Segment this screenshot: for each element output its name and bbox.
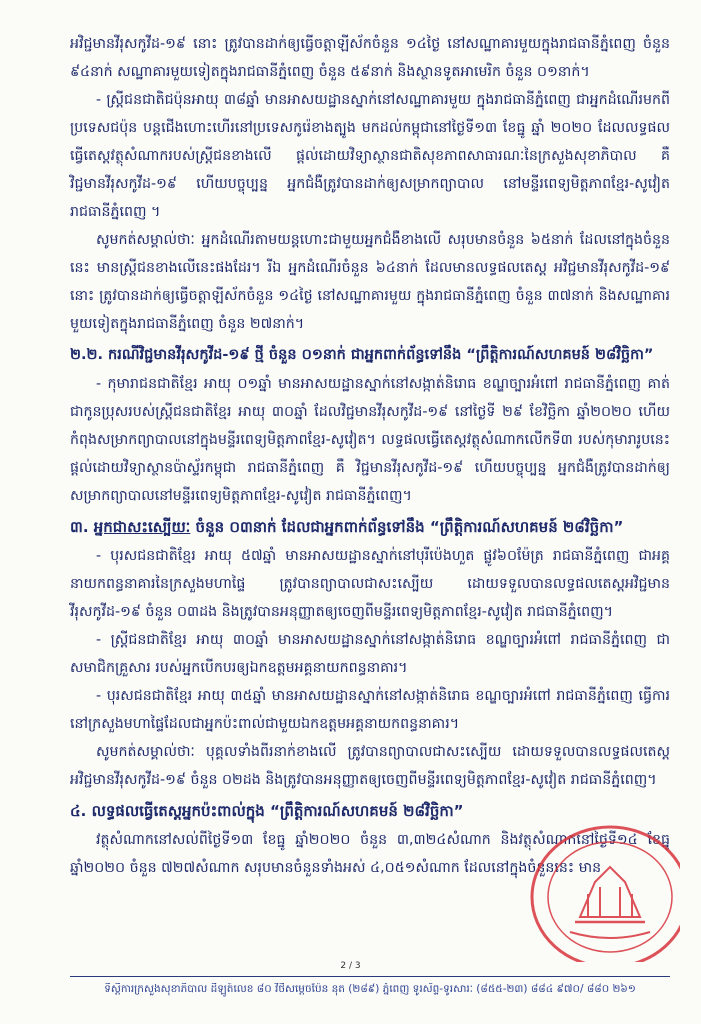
paragraph-recovered-note: សូមកត់សម្គាល់ថាៈ បុគ្គលទាំងពីរនាក់ខាងលើ ត្រូវបានព្យាបាលជាសះស្បើយ ដោយទទួលបានលទ្ធផលតេស្តអវិជ្ជមានវីរុសកូវីដ-១៩ ចំនួន ០២ដង និងត្រូវបានអនុញ្ញាតឲ្យចេញពីមន្ទីរពេទ្យមិត្តភាពខ្មែរ-សូវៀត រាជធានីភ្នំពេញ។ [70,744,670,788]
paragraph-test-samples: វត្ថុសំណាកនៅសល់ពីថ្ងៃទី១៣ ខែធ្នូ ឆ្នាំ២០២០ ចំនួន ៣,៣២៤សំណាក និងវត្ថុសំណាកនៅថ្ងៃទី១៤ ខែធ្នូ ឆ្នាំ២០២០ ចំនួន ៧២៧សំណាក សរុបមានចំនួនទាំងអស់ ៤,០៥១សំណាក ដែលនៅក្នុងចំនួននេះ មាន [70,832,670,876]
section-heading-2-2 [70,340,670,370]
paragraph-flight-passengers-note: សូមកត់សម្គាល់ថាៈ អ្នកដំណើរតាមយន្តហោះជាមួយអ្នកជំងឺខាងលើ សរុបមានចំនួន ៦៥នាក់ ដែលនៅក្នុងចំនួននេះ មានស្ត្រីជនខាងលើនេះផងដែរ។ រីឯ អ្នកដំណើរចំនួន ៦៤នាក់ ដែលមានលទ្ធផលតេស្ត អវិជ្ជមានវីរុសកូវីដ-១៩ នោះ ត្រូវបានដាក់ឲ្យធ្វើចត្តាឡីស័កចំនួន ១៤ថ្ងៃ នៅសណ្ឋាគារមួយ ក្នុងរាជធានីភ្នំពេញ ចំនួន ៣៧នាក់ និងសណ្ឋាគារមួយទៀតក្នុងរាជធានីភ្នំពេញ ចំនួន ២៧នាក់។ [70,232,670,332]
paragraph-child-case: - កុមារាជនជាតិខ្មែរ អាយុ ០១ឆ្នាំ មានអាសយដ្ឋានស្នាក់នៅសង្កាត់និរោធ ខណ្ឌច្បារអំពៅ រាជធានីភ្នំពេញ គាត់ជាកូនប្រុសរបស់ស្ត្រីជនជាតិខ្មែរ អាយុ ៣០ឆ្នាំ ដែលវិជ្ជមានវីរុសកូវីដ-១៩ នៅថ្ងៃទី ២៩ ខែវិច្ឆិកា ឆ្នាំ២០២០ ហើយកំពុងសម្រាកព្យាបាលនៅក្នុងមន្ទីរពេទ្យមិត្តភាពខ្មែរ-សូវៀត។ លទ្ធផលធ្វើតេស្តវត្ថុសំណាកលើកទី៣ របស់កុមារារូបនេះ ផ្តល់ដោយវិទ្យាស្ថានប៉ាស្ទ័រកម្ពុជា រាជធានីភ្នំពេញ គឺ វិជ្ជមានវីរុសកូវីដ-១៩ ហើយបច្ចុប្បន្ន អ្នកជំងឺត្រូវបានដាក់ឲ្យសម្រាកព្យាបាលនៅមន្ទីរពេទ្យមិត្តភាពខ្មែរ-សូវៀត រាជធានីភ្នំពេញ។ [70,376,670,504]
section-number: ៤. [70,802,87,820]
section-heading-3 [70,512,670,542]
section-heading-text: ករណីវិជ្ជមានវីរុសកូវីដ-១៩ ថ្មី ចំនួន ០១នាក់ ជាអ្នកពាក់ព័ន្ធទៅនឹង [108,347,462,363]
paragraph-recovered-3: - បុរសជនជាតិខ្មែរ អាយុ ៣៥ឆ្នាំ មានអាសយដ្ឋានស្នាក់នៅសង្កាត់និរោធ ខណ្ឌច្បារអំពៅ រាជធានីភ្នំពេញ ធ្វើការនៅក្រសួងមហាផ្ទៃដែលជាអ្នកប៉ះពាល់ជាមួយឯកឧត្តមអគ្គនាយកពន្ធនាគារ។ [70,688,670,732]
document-body [70,30,670,882]
event-name: “ព្រឹត្តិការណ៍សហគមន៍ ២៨វិច្ឆិកា” [466,347,654,363]
page-number: 2 / 3 [340,961,361,971]
section-title-recovered: អ្នកជាសះស្បើយ [93,518,191,536]
footer-divider [70,976,670,977]
paragraph-quarantine-summary: អវិជ្ជមានវីរុសកូវីដ-១៩ នោះ ត្រូវបានដាក់ឲ្យធ្វើចត្តាឡីស័កចំនួន ១៤ថ្ងៃ នៅសណ្ឋាគារមួយក្នុងរាជធានីភ្នំពេញ ចំនួន ៩៤នាក់ សណ្ឋាគារមួយទៀតក្នុងរាជធានីភ្នំពេញ ចំនួន ៥៩នាក់ និងស្ថានទូតអាមេរិក ចំនួន ០១នាក់។ [70,36,670,80]
section-number: ៣. [70,518,89,536]
section-heading-text: ៈ ចំនួន ០៣នាក់ ដែលជាអ្នកពាក់ព័ន្ធទៅនឹង [190,518,425,536]
paragraph-recovered-1: - បុរសជនជាតិខ្មែរ អាយុ ៥៧ឆ្នាំ មានអាសយដ្ឋានស្នាក់នៅបុរីប៉េងហួត ផ្លូវ៦០ម៉ែត្រ រាជធានីភ្នំពេញ ជាអគ្គនាយកពន្ធនាគារនៃក្រសួងមហាផ្ទៃ ត្រូវបានព្យាបាលជាសះស្បើយ ដោយទទួលបានលទ្ធផលតេស្តអវិជ្ជមានវីរុសកូវីដ-១៩ ចំនួន ០៣ដង និងត្រូវបានអនុញ្ញាតឲ្យចេញពីមន្ទីរពេទ្យមិត្តភាពខ្មែរ-សូវៀត រាជធានីភ្នំពេញ។ [70,548,670,620]
footer-address: ទីស្តីការក្រសួងសុខាភិបាល ដីឡូត៍លេខ ៨០ វិថីសម្តេចប៉ែន នុត (២៨៩) ភ្នំពេញ ទូរស័ព្ទ-ទូរសារៈ (៨៥៥-២៣) ៨៨៤ ៩៧០/ ៨៨០ ២៦១ [104,983,636,995]
section-number: ២.២. [70,347,103,363]
official-seal-icon [500,812,680,962]
paragraph-japanese-woman-case: - ស្ត្រីជនជាតិជប៉ុនអាយុ ៣៨ឆ្នាំ មានអាសយដ្ឋានស្នាក់នៅសណ្ឋាគារមួយ ក្នុងរាជធានីភ្នំពេញ ជាអ្នកដំណើរមកពីប្រទេសជប៉ុន បន្តជើងហោះហើរនៅប្រទេសកូរ៉េខាងត្បូង មកដល់កម្ពុជានៅថ្ងៃទី១៣ ខែធ្នូ ឆ្នាំ ២០២០ ដែលលទ្ធផលធ្វើតេស្តវត្ថុសំណាករបស់ស្ត្រីជនខាងលើ ផ្តល់ដោយវិទ្យាស្ថានជាតិសុខភាពសាធារណៈនៃក្រសួងសុខាភិបាល គឺ វិជ្ជមានវីរុសកូវីដ-១៩ ហើយបច្ចុប្បន្ន អ្នកជំងឺត្រូវបានដាក់ឲ្យសម្រាកព្យាបាល នៅមន្ទីរពេទ្យមិត្តភាពខ្មែរ-សូវៀត រាជធានីភ្នំពេញ ។ [70,92,670,220]
section-heading-text: លទ្ធផលធ្វើតេស្តអ្នកប៉ះពាល់ក្នុង [91,802,265,820]
event-name: “ព្រឹត្តិការណ៍សហគមន៍ ២៨វិច្ឆិកា” [270,802,464,820]
paragraph-recovered-2: - ស្ត្រីជនជាតិខ្មែរ អាយុ ៣០ឆ្នាំ មានអាសយដ្ឋានស្នាក់នៅសង្កាត់និរោធ ខណ្ឌច្បារអំពៅ រាជធានីភ្នំពេញ ជាសមាជិកគ្រួសារ របស់អ្នកបើកបរឲ្យឯកឧត្តមអគ្គនាយកពន្ធនាគារ។ [70,632,670,676]
event-name: “ព្រឹត្តិការណ៍សហគមន៍ ២៨វិច្ឆិកា” [429,518,624,536]
